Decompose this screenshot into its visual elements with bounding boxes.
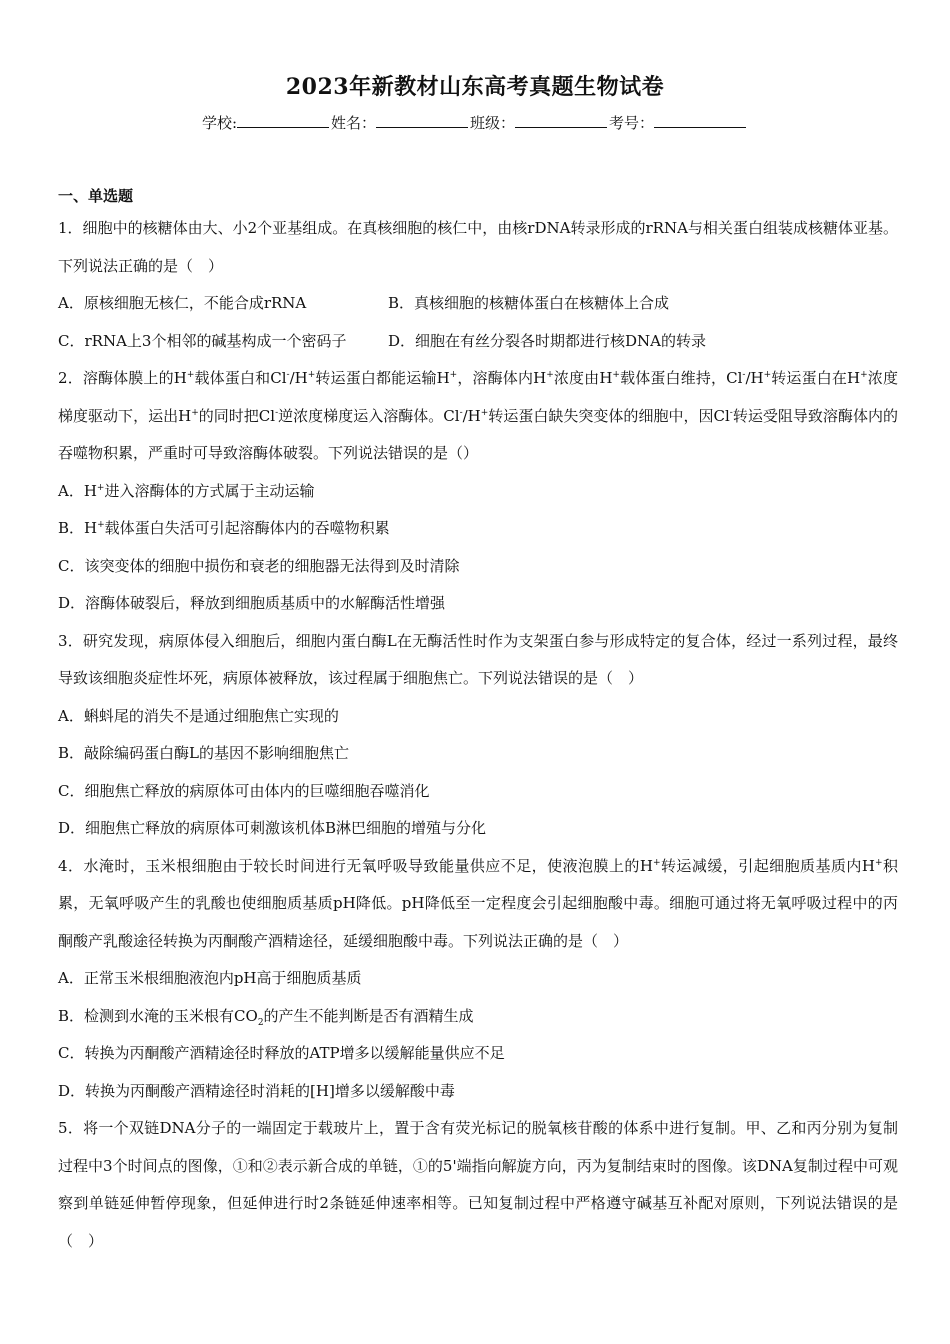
name-label: 姓名： xyxy=(331,114,377,132)
question-4 xyxy=(58,848,898,1111)
question-4-stem: 4．水淹时，玉米根细胞由于较长时间进行无氧呼吸导致能量供应不足，使液泡膜上的H+转运减缓，引起细胞质基质内H+积累，无氧呼吸产生的乳酸也使细胞质基质pH降低。pH降低至一定程度会引起细胞酸中毒。细胞可通过将无氧呼吸过程中的丙酮酸产乳酸途径转换为丙酮酸产酒精途径，延缓细胞酸中毒。下列说法正确的是（ ） xyxy=(58,856,898,950)
question-2-option-d: D．溶酶体破裂后，释放到细胞质基质中的水解酶活性增强 xyxy=(58,594,446,612)
class-label: 班级： xyxy=(470,114,516,132)
class-blank xyxy=(515,113,607,128)
question-2 xyxy=(58,360,898,623)
question-3-option-a: A．蝌蚪尾的消失不是通过细胞焦亡实现的 xyxy=(58,706,339,725)
question-3-stem: 3．研究发现，病原体侵入细胞后，细胞内蛋白酶L在无酶活性时作为支架蛋白参与形成特定的复合体，经过一系列过程，最终导致该细胞炎症性坏死，病原体被释放，该过程属于细胞焦亡。下列说法错误的是（ ） xyxy=(58,631,898,687)
question-1-option-d: D．细胞在有丝分裂各时期都进行核DNA的转录 xyxy=(388,331,707,350)
question-1-option-c: C．rRNA上3个相邻的碱基构成一个密码子 xyxy=(58,331,347,350)
question-4-option-b: B．检测到水淹的玉米根有$CO_2$的产生不能判断是否有酒精生成 xyxy=(58,1006,474,1028)
questions-content xyxy=(58,182,898,1260)
question-1-stem: 1．细胞中的核糖体由大、小2个亚基组成。在真核细胞的核仁中，由核rDNA转录形成的rRNA与相关蛋白组装成核糖体亚基。下列说法正确的是（ ） xyxy=(58,219,898,275)
question-1-option-a: A．原核细胞无核仁，不能合成rRNA xyxy=(58,294,307,312)
question-1-options-ab xyxy=(58,285,898,323)
exam-no-blank xyxy=(654,113,746,128)
question-3-option-c: C．细胞焦亡释放的病原体可由体内的巨噬细胞吞噬消化 xyxy=(58,781,430,800)
question-1 xyxy=(58,210,898,360)
school-blank xyxy=(237,113,329,128)
question-2-stem: 2．溶酶体膜上的H+载体蛋白和Cl-/H+转运蛋白都能运输H+，溶酶体内H+浓度由H+载体蛋白维持，Cl-/H+转运蛋白在H+浓度梯度驱动下，运出H+的同时把Cl-逆浓度梯度运入溶酶体。Cl-/H+转运蛋白缺失突变体的细胞中，因Cl-转运受阻导致溶酶体内的吞噬物积累，严重时可导致溶酶体破裂。下列说法错误的是（） xyxy=(58,369,898,462)
question-4-option-c: C．转换为丙酮酸产酒精途径时释放的ATP增多以缓解能量供应不足 xyxy=(58,1044,505,1062)
question-3 xyxy=(58,623,898,848)
question-4-option-d: D．转换为丙酮酸产酒精途径时消耗的[H]增多以缓解酸中毒 xyxy=(58,1081,455,1100)
school-label: 学校: xyxy=(201,114,237,132)
question-2-option-a: A．H+进入溶酶体的方式属于主动运输 xyxy=(58,481,315,500)
question-1-option-b: B．真核细胞的核糖体蛋白在核糖体上合成 xyxy=(388,294,670,312)
question-3-option-b: B．敲除编码蛋白酶L的基因不影响细胞焦亡 xyxy=(58,744,349,762)
student-info-line xyxy=(0,112,950,133)
question-3-option-d: D．细胞焦亡释放的病原体可刺激该机体B淋巴细胞的增殖与分化 xyxy=(58,819,487,837)
name-blank xyxy=(376,113,468,128)
page-title: 2023年新教材山东高考真题生物试卷 xyxy=(285,74,665,100)
question-2-option-c: C．该突变体的细胞中损伤和衰老的细胞器无法得到及时清除 xyxy=(58,556,460,575)
exam-no-label: 考号： xyxy=(609,114,655,132)
section-heading: 一、单选题 xyxy=(58,187,134,205)
question-4-option-a: A．正常玉米根细胞液泡内pH高于细胞质基质 xyxy=(58,969,362,987)
question-5 xyxy=(58,1110,898,1260)
question-1-options-cd xyxy=(58,323,898,361)
question-2-option-b: B．H+载体蛋白失活可引起溶酶体内的吞噬物积累 xyxy=(58,519,390,537)
question-5-stem: 5．将一个双链DNA分子的一端固定于载玻片上，置于含有荧光标记的脱氧核苷酸的体系中进行复制。甲、乙和丙分别为复制过程中3个时间点的图像，①和②表示新合成的单链，①的5'端指向解旋方向，丙为复制结束时的图像。该DNA复制过程中可观察到单链延伸暂停现象，但延伸进行时2条链延伸速率相等。已知复制过程中严格遵守碱基互补配对原则，下列说法错误的是（ ） xyxy=(58,1119,898,1250)
